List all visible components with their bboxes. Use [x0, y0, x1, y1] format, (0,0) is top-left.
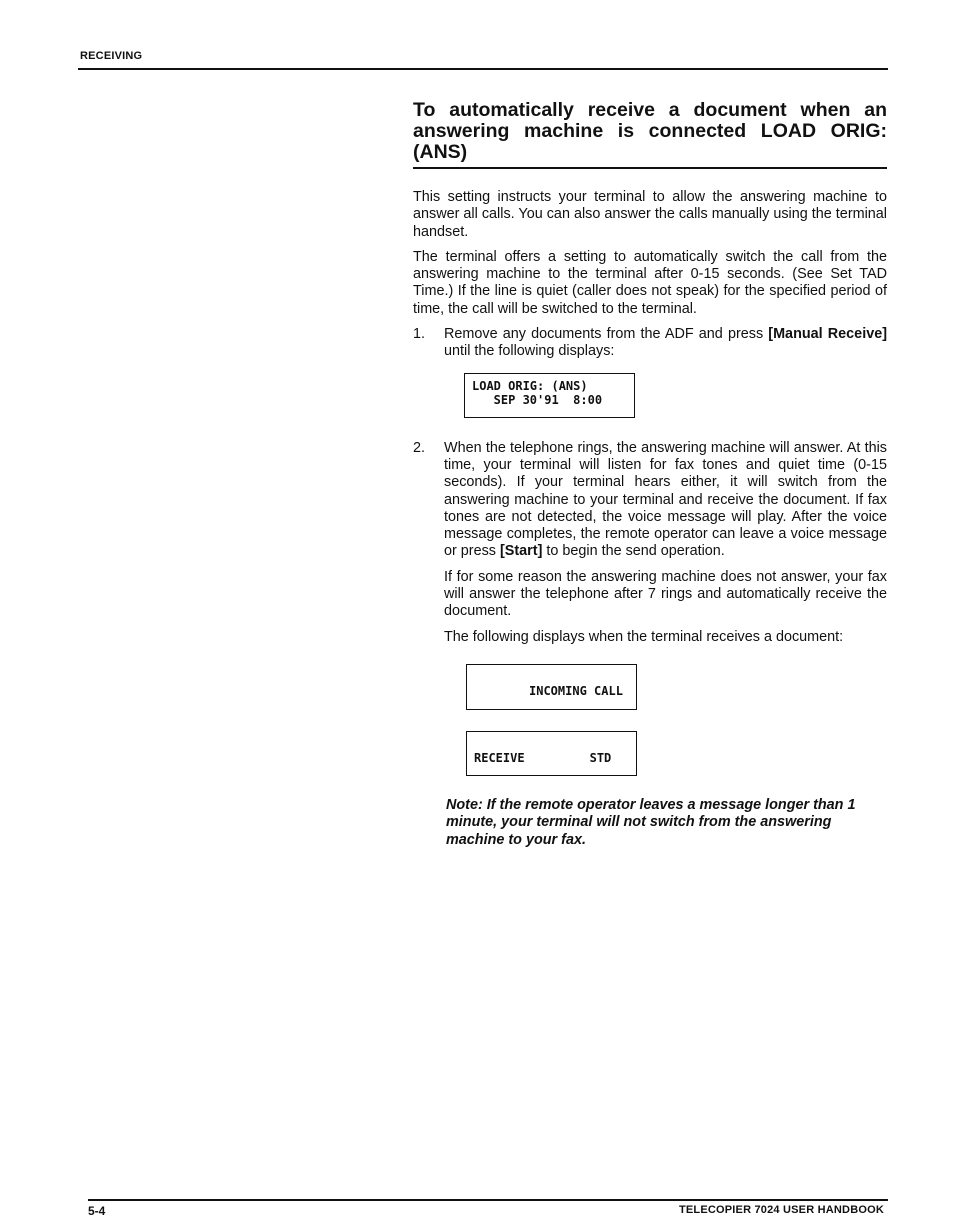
running-foot: TELECOPIER 7024 USER HANDBOOK	[678, 1204, 884, 1216]
running-head: RECEIVING	[80, 50, 143, 62]
lcd-line: RECEIVE STD	[474, 750, 612, 765]
lcd-display-load-orig	[464, 373, 635, 418]
displays-paragraph: The following displays when the terminal receives a document:	[444, 628, 844, 645]
header-rule	[78, 68, 888, 70]
step-2	[413, 440, 887, 776]
step-number: 1.	[413, 326, 426, 343]
step-number: 2.	[413, 439, 426, 456]
section-title: To automatically receive a document when an answering machine is connected LOAD ORIG: (ANS)	[413, 100, 887, 169]
step-text: until the following displays:	[444, 343, 615, 360]
intro-paragraph: This setting instructs your terminal to allow the answering machine to answer all calls. You can also answer the calls manually using the terminal handset.	[413, 189, 887, 240]
key-label-start: [Start]	[499, 543, 543, 560]
lcd-line: SEP 30'91 8:00	[472, 393, 603, 408]
step-text: to begin the send operation.	[542, 543, 725, 560]
step-1	[413, 326, 887, 361]
tad-paragraph: The terminal offers a setting to automatically switch the call from the answering machine to the terminal after 0-15 seconds. (See Set TAD Time.) If the line is quiet (caller does not speak) for the specified period of time, the call will be switched to the terminal.	[413, 248, 887, 317]
footer-rule	[88, 1199, 888, 1201]
step-text: Remove any documents from the ADF and press	[444, 326, 769, 343]
note: Note: If the remote operator leaves a message longer than 1 minute, your terminal will not switch from the answering machine to your fax.	[446, 796, 856, 848]
main-content	[413, 100, 887, 849]
lcd-display-incoming-call	[466, 664, 637, 710]
lcd-line: LOAD ORIG: (ANS)	[472, 378, 588, 393]
lcd-display-receive	[466, 731, 637, 776]
no-answer-paragraph: If for some reason the answering machine does not answer, your fax will answer the telephone after 7 rings and automatically receive the document.	[444, 568, 887, 620]
step-text: When the telephone rings, the answering machine will answer. At this time, your terminal will listen for fax tones and quiet time (0-15 seconds). If your terminal hears either, it will switch from the answering machine to your terminal and receive the document. If fax tones are not detected, the voice message will play. After the voice message completes, the remote operator can leave a voice message or press	[444, 439, 887, 560]
page-number: 5-4	[88, 1204, 106, 1218]
lcd-line: INCOMING CALL	[529, 683, 623, 698]
key-label-manual-receive: [Manual Receive]	[768, 326, 887, 343]
